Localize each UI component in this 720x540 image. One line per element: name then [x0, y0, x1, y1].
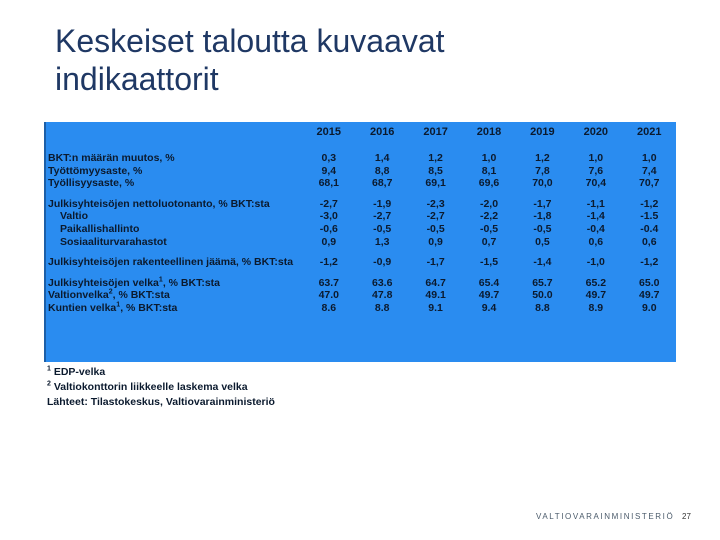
- value-cell: 7,4: [641, 164, 657, 177]
- footnote-text: Lähteet: Tilastokeskus, Valtiovarainministeriö: [47, 396, 275, 408]
- row-label-text: Julkisyhteisöjen nettoluotonanto, % BKT:sta: [48, 197, 270, 210]
- value-cell: 7,8: [535, 164, 550, 177]
- value-cell: 49.7: [478, 289, 500, 302]
- value-cell: 8.6: [321, 301, 337, 314]
- row-label: [44, 289, 302, 302]
- value-cell: 8,1: [481, 164, 497, 177]
- row-label: [44, 210, 302, 223]
- footnote-marker: 2: [108, 288, 113, 296]
- value-cell: 1,0: [641, 152, 657, 164]
- value-cell: -1,5: [479, 256, 499, 269]
- row-label: [44, 223, 302, 236]
- row-label-text: Julkisyhteisöjen rakenteellinen jäämä, % BKT:sta: [48, 256, 294, 269]
- value-cell: 1,0: [588, 152, 604, 164]
- value-cell: 8.8: [535, 301, 550, 314]
- year-header: 2019: [530, 126, 555, 138]
- value-cell: -1.5: [640, 210, 659, 223]
- year-header: 2017: [423, 126, 448, 138]
- row-label: [44, 198, 302, 211]
- row-label-text: Julkisyhteisöjen velka: [48, 276, 159, 289]
- value-cell: 9.0: [641, 301, 657, 314]
- row-label-text: Kuntien velka: [48, 301, 117, 314]
- value-cell: 1,2: [428, 152, 443, 164]
- value-cell: 65.2: [585, 276, 607, 289]
- value-cell: -0,5: [479, 222, 499, 235]
- value-cell: 49.7: [639, 289, 660, 302]
- row-label: [44, 152, 302, 165]
- indicator-table: [44, 122, 676, 315]
- table-row: [44, 236, 676, 249]
- value-cell: -2,7: [373, 210, 392, 223]
- ministry-wordmark: VALTIOVARAINMINISTERIÖ: [536, 512, 675, 521]
- value-cell: -1,0: [586, 256, 605, 269]
- value-cell: -0,6: [319, 222, 338, 235]
- value-cell: 47.0: [318, 289, 340, 302]
- row-label-text: Työllisyysaste, %: [48, 177, 135, 190]
- footnote-line: [47, 380, 447, 395]
- row-label: [44, 236, 302, 249]
- value-cell: 47.8: [371, 289, 393, 302]
- value-cell: 65.4: [478, 276, 500, 289]
- row-label: [44, 256, 302, 269]
- value-cell: 49.7: [585, 289, 607, 302]
- footnote-text: Valtiokonttorin liikkeelle laskema velka: [53, 381, 248, 393]
- group-spacer: [44, 269, 676, 277]
- value-cell: 7,6: [588, 164, 604, 177]
- row-label-text: Työttömyysaste, %: [48, 164, 143, 177]
- value-cell: 9.4: [481, 301, 497, 314]
- slide-title: Keskeiset taloutta kuvaavat indikaattorit: [55, 23, 445, 97]
- value-cell: 1,2: [535, 152, 550, 164]
- value-cell: 65.0: [639, 276, 660, 289]
- table-row: [44, 223, 676, 236]
- value-cell: 70,4: [585, 177, 607, 190]
- table-row: [44, 177, 676, 190]
- footnote-text: EDP-velka: [53, 366, 106, 378]
- value-cell: 64.7: [425, 276, 446, 289]
- value-cell: 1,0: [481, 152, 497, 164]
- table-row: [44, 277, 676, 290]
- row-label-suffix: , % BKT:sta: [112, 289, 170, 302]
- year-header: 2015: [316, 126, 342, 138]
- table-row: [44, 210, 676, 223]
- indicator-table-panel: [44, 122, 676, 362]
- value-cell: -1,1: [586, 197, 605, 210]
- value-cell: -1,8: [533, 210, 552, 223]
- row-label-text: Valtio: [60, 210, 89, 223]
- footnote-number: 2: [47, 380, 51, 388]
- row-label-text: Sosiaaliturvarahastot: [60, 235, 167, 248]
- row-label: [44, 177, 302, 190]
- table-row: [44, 256, 676, 269]
- value-cell: -1,2: [319, 256, 338, 269]
- row-label-text: Paikallishallinto: [60, 222, 140, 235]
- value-cell: 0,5: [535, 235, 550, 248]
- footnotes: [47, 365, 447, 410]
- value-cell: 65.7: [532, 276, 553, 289]
- value-cell: 49.1: [425, 289, 446, 302]
- year-header: 2020: [583, 126, 609, 138]
- value-cell: 63.6: [371, 276, 393, 289]
- value-cell: -0,5: [426, 222, 445, 235]
- row-label: [44, 302, 302, 315]
- row-label-text: Valtionvelka: [48, 289, 109, 302]
- year-header: 2016: [369, 126, 395, 138]
- value-cell: -1,7: [426, 256, 445, 269]
- value-cell: -1,4: [586, 210, 605, 223]
- value-cell: -1,2: [640, 197, 659, 210]
- row-label-suffix: , % BKT:sta: [120, 301, 178, 314]
- value-cell: -0,9: [373, 256, 392, 269]
- value-cell: -1,2: [640, 256, 659, 269]
- row-label: [44, 277, 302, 290]
- value-cell: 63.7: [318, 276, 340, 289]
- value-cell: 1,3: [374, 235, 390, 248]
- year-header: 2021: [637, 126, 662, 138]
- value-cell: 68,1: [318, 177, 340, 190]
- value-cell: 69,1: [425, 177, 446, 190]
- footnote-line: [47, 365, 447, 380]
- value-cell: 0,6: [641, 235, 657, 248]
- value-cell: -3,0: [319, 210, 338, 223]
- group-spacer: [44, 248, 676, 256]
- footnote-number: 1: [47, 365, 51, 373]
- value-cell: 8,8: [374, 164, 390, 177]
- group-spacer: [44, 142, 676, 152]
- value-cell: 8.8: [374, 301, 390, 314]
- value-cell: 68,7: [371, 177, 393, 190]
- row-label-suffix: , % BKT:sta: [162, 276, 220, 289]
- page-number: 27: [682, 512, 691, 521]
- value-cell: 0,9: [321, 235, 337, 248]
- year-header: 2018: [476, 126, 502, 138]
- value-cell: -0,5: [533, 222, 552, 235]
- value-cell: 50.0: [532, 289, 553, 302]
- row-label: [44, 165, 302, 178]
- value-cell: -1,9: [373, 197, 392, 210]
- footnote-marker: 1: [158, 276, 163, 284]
- value-cell: 1,4: [374, 152, 390, 164]
- value-cell: 70,7: [639, 177, 660, 190]
- value-cell: -1,4: [533, 256, 552, 269]
- value-cell: 0,7: [481, 235, 497, 248]
- table-row: [44, 302, 676, 315]
- group-spacer: [44, 190, 676, 198]
- footnote-marker: 1: [116, 301, 121, 309]
- table-row: [44, 152, 676, 165]
- value-cell: -0,5: [373, 222, 392, 235]
- value-cell: 8,5: [428, 164, 443, 177]
- value-cell: 69,6: [478, 177, 500, 190]
- value-cell: -2,7: [426, 210, 445, 223]
- value-cell: -2,3: [426, 197, 445, 210]
- footnote-line: [47, 395, 447, 410]
- value-cell: -0.4: [640, 222, 659, 235]
- value-cell: -2,2: [479, 210, 499, 223]
- value-cell: -2,0: [479, 197, 499, 210]
- value-cell: 0,9: [428, 235, 443, 248]
- value-cell: 0,6: [588, 235, 604, 248]
- row-label-text: BKT:n määrän muutos, %: [48, 152, 175, 164]
- header-label-cell: [44, 122, 302, 142]
- value-cell: 0,3: [321, 152, 337, 164]
- value-cell: -2,7: [319, 197, 338, 210]
- value-cell: -0,4: [586, 222, 605, 235]
- value-cell: 9,4: [321, 164, 337, 177]
- table-header-row: [44, 122, 676, 142]
- value-cell: 8.9: [588, 301, 604, 314]
- table-row: [44, 289, 676, 302]
- table-row: [44, 198, 676, 211]
- table-row: [44, 165, 676, 178]
- value-cell: -1,7: [533, 197, 552, 210]
- value-cell: 9.1: [428, 301, 443, 314]
- value-cell: 70,0: [532, 177, 553, 190]
